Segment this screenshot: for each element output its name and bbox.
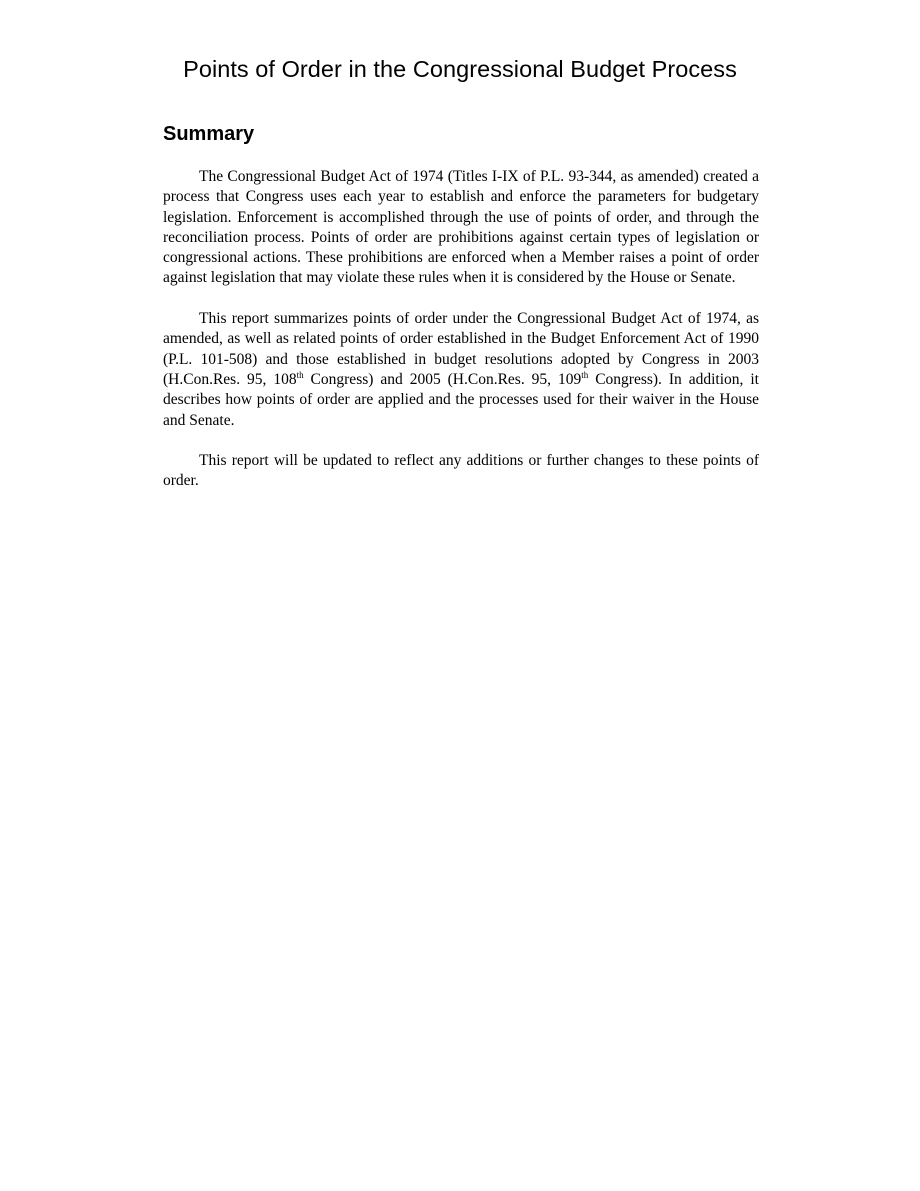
paragraph-report-scope-part-1: This report summarizes points of order under the Congressional Budget Act of 1974, as amended, as well as related points of order established in the Budget Enforcement Act of 1990 (P.L. 101-508) and those established in budget resolutions adopted by Congress in 2003 (H.Con.Res. 95, 108 bbox=[163, 310, 759, 388]
summary-body bbox=[163, 167, 759, 492]
paragraph-report-scope-part-3: Congress). In addition, it describes how points of order are applied and the processes used for their waiver in the House and Senate. bbox=[163, 370, 759, 429]
summary-heading: Summary bbox=[163, 123, 255, 145]
paragraph-report-scope-part-2: Congress) and 2005 (H.Con.Res. 95, 109 bbox=[303, 370, 582, 388]
paragraph-report-scope bbox=[163, 309, 759, 431]
ordinal-suffix-109: th bbox=[581, 369, 589, 380]
ordinal-suffix-108: th bbox=[296, 369, 304, 380]
document-title: Points of Order in the Congressional Budget Process bbox=[183, 56, 737, 82]
paragraph-update-note: This report will be updated to reflect any additions or further changes to these points of order. bbox=[163, 452, 759, 490]
paragraph-budget-act: The Congressional Budget Act of 1974 (Titles I-IX of P.L. 93-344, as amended) created a process that Congress uses each year to establish and enforce the parameters for budgetary legislation. Enforcement is accomplished through the use of points of order, and through the reconciliation process. Points of order are prohibitions against certain types of legislation or congressional actions. These prohibitions are enforced when a Member raises a point of order against legislation that may violate these rules when it is considered by the House or Senate. bbox=[163, 168, 759, 287]
